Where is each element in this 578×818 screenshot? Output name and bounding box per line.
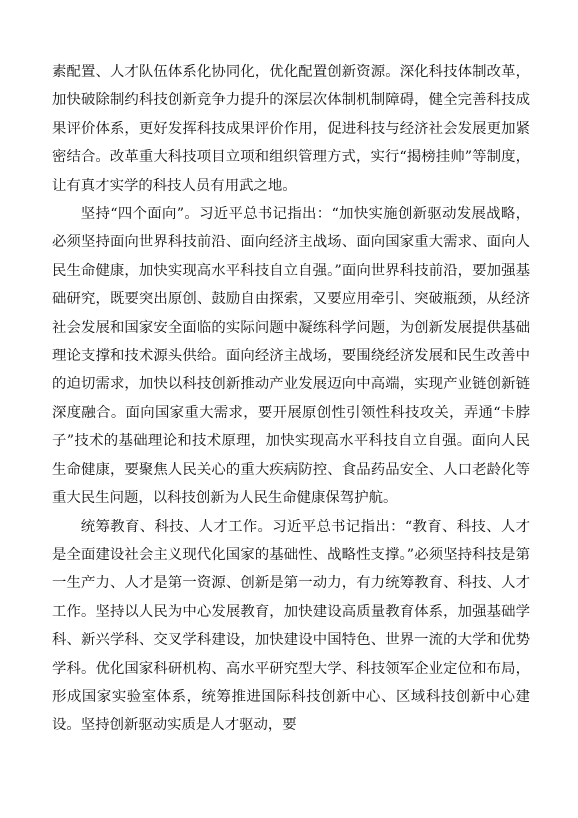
paragraph-2: 坚持“四个面向”。习近平总书记指出：“加快实施创新驱动发展战略，必须坚持面向世界科技前沿、面向经济主战场、面向国家重大需求、面向人民生命健康，加快实现高水平科技自立自强。”面向世界科技前沿，要加强基础研究，既要突出原创、鼓励自由探索，又要应用牵引、突破瓶颈，从经济社会发展和国家安全面临的实际问题中凝练科学问题，为创新发展提供基础理论支撑和技术源头供给。面向经济主战场，要围绕经济发展和民生改善中的迫切需求，加快以科技创新推动产业发展迈向中高端，实现产业链创新链深度融合。面向国家重大需求，要开展原创性引领性科技攻关，弄通“卡脖子”技术的基础理论和技术原理，加快实现高水平科技自立自强。面向人民生命健康，要聚焦人民关心的重大疾病防控、食品药品安全、人口老龄化等重大民生问题，以科技创新为人民生命健康保驾护航。: [52, 206, 530, 507]
paragraph-1: 素配置、人才队伍体系化协同化，优化配置创新资源。深化科技体制改革，加快破除制约科技创新竞争力提升的深层次体制机制障碍，健全完善科技成果评价体系，更好发挥科技成果评价作用，促进科技与经济社会发展更加紧密结合。改革重大科技项目立项和组织管理方式，实行“揭榜挂帅”等制度，让有真才实学的科技人员有用武之地。: [52, 64, 530, 194]
document-page: [52, 58, 530, 740]
paragraph-3: 统筹教育、科技、人才工作。习近平总书记指出：“教育、科技、人才是全面建设社会主义现代化国家的基础性、战略性支撑。”必须坚持科技是第一生产力、人才是第一资源、创新是第一动力，有力统筹教育、科技、人才工作。坚持以人民为中心发展教育，加快建设高质量教育体系，加强基础学科、新兴学科、交叉学科建设，加快建设中国特色、世界一流的大学和优势学科。优化国家科研机构、高水平研究型大学、科技领军企业定位和布局，形成国家实验室体系，统筹推进国际科技创新中心、区域科技创新中心建设。坚持创新驱动实质是人才驱动，要: [52, 518, 530, 734]
